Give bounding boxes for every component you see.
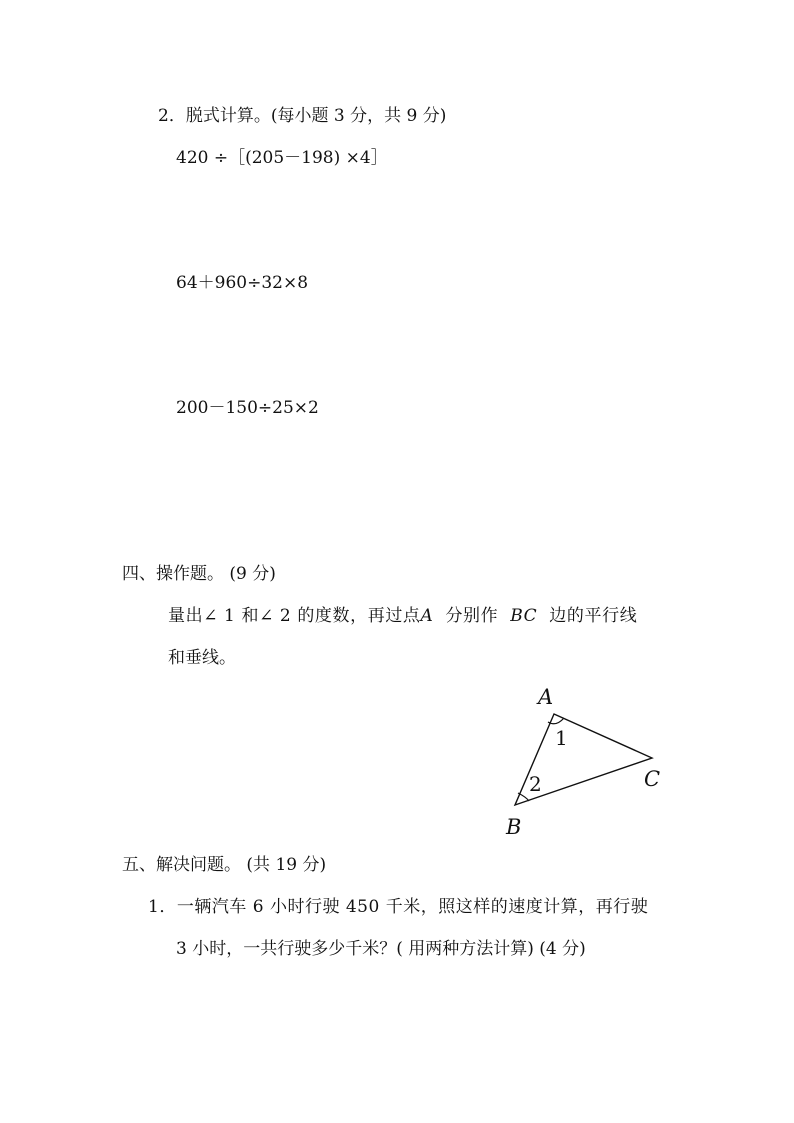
expression-3: 200－150÷25×2 (176, 398, 319, 418)
expression-2: 64＋960÷32×8 (176, 273, 309, 293)
triangle-figure (496, 680, 686, 840)
section-4-instruction (168, 608, 637, 625)
instruction-text-1: 量出∠ 1 和∠ 2 的度数，再过点 (168, 606, 421, 626)
point-label: A (420, 606, 434, 626)
question-2-title: 2．脱式计算。(每小题 3 分，共 9 分) (158, 106, 447, 126)
problem-1-line-1: 1．一辆汽车 6 小时行驶 450 千米，照这样的速度计算，再行驶 (148, 897, 649, 917)
section-5-title: 五、解决问题。 (共 19 分) (122, 855, 327, 875)
instruction-text-3: 边的平行线 (537, 606, 638, 626)
instruction-text-2: 分别作 (433, 606, 511, 626)
problem-1-line-2: 3 小时，一共行驶多少千米？( 用两种方法计算) (4 分) (176, 939, 586, 959)
angle-2-arc (518, 793, 529, 801)
vertex-c-label: C (644, 767, 661, 791)
angle-2-label: 2 (529, 772, 542, 796)
vertex-a-label: A (538, 685, 554, 709)
section-4-instruction-line-2: 和垂线。 (168, 648, 236, 668)
section-4-title: 四、操作题。 (9 分) (122, 564, 276, 584)
segment-label: BC (510, 606, 538, 626)
expression-1: 420 ÷［(205－198) ×4］ (176, 148, 388, 168)
vertex-b-label: B (506, 815, 522, 839)
angle-1-label: 1 (555, 726, 568, 750)
